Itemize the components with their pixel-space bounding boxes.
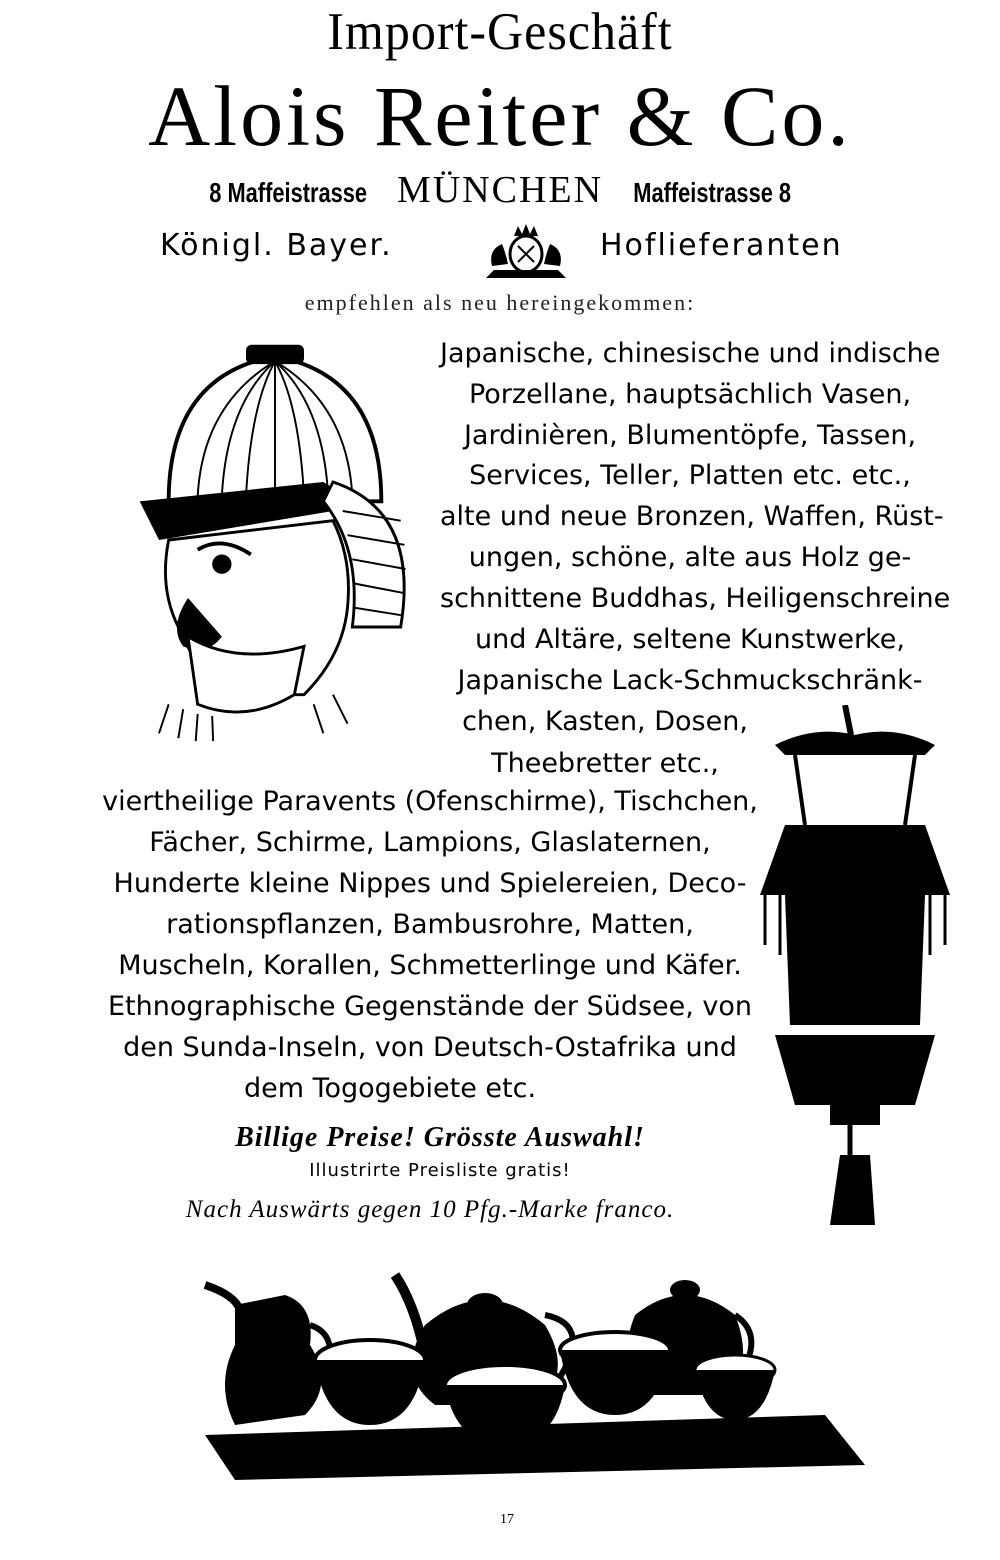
royal-title-left: Königl. Bayer. xyxy=(160,228,393,263)
body-line-19: dem Togogebiete etc. xyxy=(243,1073,537,1104)
catalog-note: Illustrirte Preisliste gratis! xyxy=(309,1160,571,1181)
body-line-5: alte und neue Bronzen, Waffen, Rüst- xyxy=(440,501,944,532)
street-right: Maffeistrasse 8 xyxy=(633,177,791,208)
body-line-10: chen, Kasten, Dosen, xyxy=(462,706,748,737)
body-line-17: Ethnographische Gegenstände der Südsee, von xyxy=(107,991,753,1022)
body-line-6: ungen, schöne, alte aus Holz ge- xyxy=(468,542,912,573)
body-line-8: und Altäre, seltene Kunstwerke, xyxy=(475,624,905,655)
postage-note: Nach Auswärts gegen 10 Pfg.-Marke franco. xyxy=(185,1196,675,1223)
city-name: MÜNCHEN xyxy=(396,169,604,211)
body-line-12: viertheilige Paravents (Ofenschirme), Tischchen, xyxy=(102,786,758,817)
body-line-16: Muscheln, Korallen, Schmetterlinge und Käfer. xyxy=(118,950,742,981)
address-line xyxy=(0,168,1000,212)
royal-crest-icon xyxy=(478,220,574,284)
body-line-11: Theebretter etc., xyxy=(491,748,719,779)
tea-set-illustration xyxy=(195,1265,875,1485)
body-line-1: Japanische, chinesische und indische xyxy=(440,338,941,369)
body-line-18: den Sunda-Inseln, von Deutsch-Ostafrika und xyxy=(123,1032,737,1063)
samurai-helmet-illustration xyxy=(130,335,420,745)
street-left: 8 Maffeistrasse xyxy=(209,177,367,208)
body-line-2: Porzellane, hauptsächlich Vasen, xyxy=(468,379,912,410)
company-name: Alois Reiter & Co. xyxy=(148,68,852,164)
page-number: 17 xyxy=(500,1512,514,1527)
royal-title-right: Hoflieferanten xyxy=(600,228,843,263)
business-subtitle: Import-Geschäft xyxy=(327,1,673,61)
slogan: Billige Preise! Grösste Auswahl! xyxy=(235,1122,645,1153)
body-line-4: Services, Teller, Platten etc. etc., xyxy=(469,460,911,491)
intro-line: empfehlen als neu hereingekommen: xyxy=(304,290,696,315)
body-line-15: rationspflanzen, Bambusrohre, Matten, xyxy=(166,909,694,940)
lantern-illustration xyxy=(755,705,955,1225)
body-line-3: Jardinièren, Blumentöpfe, Tassen, xyxy=(463,420,917,451)
body-line-7: schnittene Buddhas, Heiligenschreine xyxy=(440,583,951,614)
body-line-13: Fächer, Schirme, Lampions, Glaslaternen, xyxy=(149,827,711,858)
body-line-9: Japanische Lack-Schmuckschränk- xyxy=(457,665,923,696)
body-line-14: Hunderte kleine Nippes und Spielereien, Deco- xyxy=(113,868,747,899)
